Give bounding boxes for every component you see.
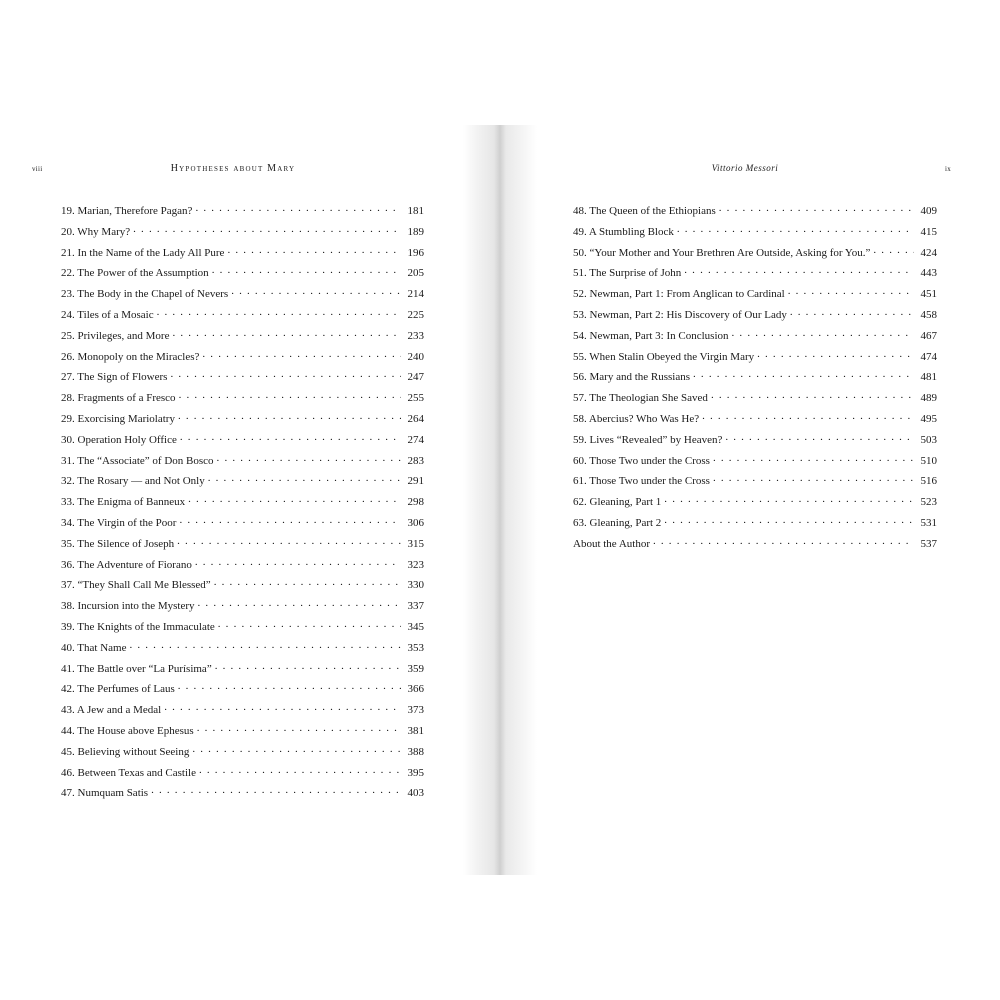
dot-leader [719, 203, 914, 214]
toc-entry-title: 46. Between Texas and Castile [61, 766, 196, 779]
toc-entry-page-number: 255 [407, 392, 424, 405]
toc-entry-title: 52. Newman, Part 1: From Anglican to Cardinal [573, 288, 785, 301]
toc-entry [61, 203, 424, 224]
book-gutter [463, 125, 537, 875]
dot-leader [713, 453, 914, 464]
dot-leader [757, 349, 914, 360]
toc-entry [61, 411, 424, 432]
toc-entry [573, 203, 937, 224]
toc-entry [573, 286, 937, 307]
toc-entry-page-number: 467 [920, 329, 937, 342]
toc-entry-page-number: 537 [920, 537, 937, 550]
right-page-header [573, 160, 951, 180]
toc-entry-title: 40. That Name [61, 641, 127, 654]
toc-entry [61, 390, 424, 411]
toc-entry [61, 515, 424, 536]
toc-entry-page-number: 474 [920, 350, 937, 363]
toc-entry-title: 58. Abercius? Who Was He? [573, 412, 700, 425]
toc-entry [61, 224, 424, 245]
dot-leader [725, 432, 914, 443]
toc-entry-title: 62. Gleaning, Part 1 [573, 496, 662, 509]
toc-entry-title: 26. Monopoly on the Miracles? [61, 350, 200, 363]
dot-leader [214, 577, 401, 588]
toc-entry-page-number: 424 [920, 246, 937, 259]
toc-entry-page-number: 264 [407, 412, 424, 425]
toc-entry-page-number: 443 [920, 267, 937, 280]
toc-entry-page-number: 366 [407, 683, 424, 696]
dot-leader [164, 702, 401, 713]
dot-leader [693, 369, 914, 380]
page-number: ix [944, 165, 951, 173]
toc-entry-page-number: 388 [407, 745, 424, 758]
toc-entry-page-number: 353 [407, 641, 424, 654]
toc-entry-page-number: 189 [407, 225, 424, 238]
toc-entry [573, 245, 937, 266]
toc-entry-title: 27. The Sign of Flowers [61, 371, 168, 384]
dot-leader [653, 536, 914, 547]
toc-entry-page-number: 205 [407, 267, 424, 280]
toc-entry-title: 25. Privileges, and More [61, 329, 170, 342]
toc-entry-title: 43. A Jew and a Medal [61, 704, 162, 717]
dot-leader [172, 328, 401, 339]
toc-entry-page-number: 306 [407, 516, 424, 529]
toc-entry-page-number: 531 [920, 516, 937, 529]
toc-entry-page-number: 247 [407, 371, 424, 384]
dot-leader [178, 411, 401, 422]
toc-entry [61, 661, 424, 682]
toc-entry [573, 494, 937, 515]
toc-entry-page-number: 481 [920, 371, 937, 384]
toc-entry-title: 42. The Perfumes of Laus [61, 683, 175, 696]
dot-leader [227, 245, 401, 256]
toc-entry-page-number: 214 [407, 288, 424, 301]
toc-entry-title: 55. When Stalin Obeyed the Virgin Mary [573, 350, 755, 363]
toc-entry-title: 20. Why Mary? [61, 225, 131, 238]
toc-entry-title: 36. The Adventure of Fiorano [61, 558, 192, 571]
toc-entry-page-number: 359 [407, 662, 424, 675]
toc-entry-page-number: 323 [407, 558, 424, 571]
dot-leader [788, 286, 914, 297]
toc-entry-page-number: 291 [407, 475, 424, 488]
dot-leader [177, 536, 401, 547]
toc-entry-title: 50. “Your Mother and Your Brethren Are Outside, Asking for You.” [573, 246, 871, 259]
toc-entry-page-number: 225 [407, 308, 424, 321]
toc-entry-title: 51. The Surprise of John [573, 267, 682, 280]
toc-entry-page-number: 458 [920, 308, 937, 321]
toc-entry-page-number: 337 [407, 600, 424, 613]
dot-leader [199, 765, 401, 776]
dot-leader [188, 494, 401, 505]
left-page-header [32, 160, 424, 180]
toc-entry [61, 702, 424, 723]
toc-entry-title: 49. A Stumbling Block [573, 225, 674, 238]
dot-leader [217, 453, 401, 464]
dot-leader [231, 286, 401, 297]
toc-entry-page-number: 489 [920, 392, 937, 405]
dot-leader [218, 619, 401, 630]
right-page [573, 160, 951, 550]
toc-entry [61, 328, 424, 349]
dot-leader [195, 203, 401, 214]
toc-entry-title: 22. The Power of the Assumption [61, 267, 209, 280]
toc-entry-page-number: 403 [407, 787, 424, 800]
dot-leader [179, 515, 401, 526]
toc-entry-title: 28. Fragments of a Fresco [61, 392, 176, 405]
toc-entry [61, 245, 424, 266]
dot-leader [151, 785, 401, 796]
toc-entry [61, 619, 424, 640]
toc-entry [61, 723, 424, 744]
toc-entry [61, 453, 424, 474]
dot-leader [702, 411, 914, 422]
running-title: Vittorio Messori [711, 163, 779, 173]
toc-entry-title: 53. Newman, Part 2: His Discovery of Our Lady [573, 308, 787, 321]
left-page [32, 160, 424, 800]
toc-entry [61, 473, 424, 494]
toc-entry [573, 411, 937, 432]
toc-entry [573, 515, 937, 536]
toc-entry-page-number: 415 [920, 225, 937, 238]
toc-entry [61, 432, 424, 453]
dot-leader [195, 557, 401, 568]
dot-leader [677, 224, 914, 235]
toc-entry-title: 54. Newman, Part 3: In Conclusion [573, 329, 729, 342]
dot-leader [215, 661, 401, 672]
dot-leader [192, 744, 401, 755]
toc-entry-title: 57. The Theologian She Saved [573, 392, 708, 405]
toc-entry [61, 349, 424, 370]
toc-entry [61, 557, 424, 578]
toc-entry-title: 45. Believing without Seeing [61, 745, 190, 758]
toc-entry [61, 598, 424, 619]
dot-leader [197, 723, 401, 734]
dot-leader [170, 369, 401, 380]
toc-entry-title: 60. Those Two under the Cross [573, 454, 710, 467]
toc-entry-title: 19. Marian, Therefore Pagan? [61, 205, 193, 217]
dot-leader [664, 494, 914, 505]
toc-entry [573, 224, 937, 245]
toc-entry-page-number: 516 [920, 475, 937, 488]
toc-entry [573, 390, 937, 411]
dot-leader [684, 265, 914, 276]
toc-entry-title: 48. The Queen of the Ethiopians [573, 205, 716, 217]
dot-leader [157, 307, 401, 318]
toc-entry-page-number: 503 [920, 433, 937, 446]
dot-leader [212, 265, 401, 276]
toc-entry [61, 785, 424, 806]
dot-leader [208, 473, 401, 484]
toc-entry [61, 744, 424, 765]
toc-entry-title: 32. The Rosary — and Not Only [61, 475, 205, 488]
toc-entry-title: 44. The House above Ephesus [61, 724, 194, 737]
toc-entry-title: 59. Lives “Revealed” by Heaven? [573, 433, 723, 446]
page-number: viii [32, 165, 43, 173]
dot-leader [133, 224, 401, 235]
toc-entry-title: 41. The Battle over “La Purísima” [61, 662, 212, 675]
dot-leader [202, 349, 401, 360]
toc-entry-page-number: 373 [407, 704, 424, 717]
toc-entry-page-number: 330 [407, 579, 424, 592]
toc-entry-page-number: 451 [920, 288, 937, 301]
dot-leader [180, 432, 401, 443]
toc-entry [573, 328, 937, 349]
dot-leader [129, 640, 401, 651]
toc-entry-title: 61. Those Two under the Cross [573, 475, 710, 488]
toc-entry-title: 30. Operation Holy Office [61, 433, 177, 446]
toc-entry-title: 39. The Knights of the Immaculate [61, 620, 215, 633]
toc-entry-title: 33. The Enigma of Banneux [61, 496, 186, 509]
toc-entry-page-number: 298 [407, 496, 424, 509]
toc-entry-title: 47. Numquam Satis [61, 787, 149, 800]
toc-entry-page-number: 181 [407, 205, 424, 217]
toc-entry [573, 432, 937, 453]
table-of-contents-right [573, 203, 937, 557]
running-title: Hypotheses about Mary [170, 163, 296, 174]
dot-leader [732, 328, 914, 339]
toc-entry [61, 307, 424, 328]
toc-entry [61, 765, 424, 786]
toc-entry-title: 63. Gleaning, Part 2 [573, 516, 662, 529]
toc-entry-title: 35. The Silence of Joseph [61, 537, 175, 550]
toc-entry-page-number: 233 [407, 329, 424, 342]
toc-entry [573, 453, 937, 474]
dot-leader [198, 598, 401, 609]
toc-entry-page-number: 409 [920, 205, 937, 217]
toc-entry [61, 640, 424, 661]
toc-entry [61, 369, 424, 390]
toc-entry-page-number: 523 [920, 496, 937, 509]
toc-entry [573, 307, 937, 328]
dot-leader [713, 473, 914, 484]
toc-entry [573, 536, 937, 557]
dot-leader [711, 390, 914, 401]
toc-entry-page-number: 395 [407, 766, 424, 779]
toc-entry-title: About the Author [573, 537, 650, 550]
toc-entry [61, 536, 424, 557]
toc-entry-title: 56. Mary and the Russians [573, 371, 691, 384]
toc-entry-page-number: 240 [407, 350, 424, 363]
toc-entry-page-number: 274 [407, 433, 424, 446]
dot-leader [179, 390, 401, 401]
toc-entry-title: 24. Tiles of a Mosaic [61, 308, 154, 321]
toc-entry-page-number: 510 [920, 454, 937, 467]
dot-leader [178, 681, 401, 692]
toc-entry-title: 23. The Body in the Chapel of Nevers [61, 288, 229, 301]
toc-entry [61, 494, 424, 515]
toc-entry-page-number: 196 [407, 246, 424, 259]
toc-entry-page-number: 315 [407, 537, 424, 550]
toc-entry [61, 681, 424, 702]
toc-entry [61, 265, 424, 286]
dot-leader [664, 515, 914, 526]
toc-entry [573, 369, 937, 390]
dot-leader [873, 245, 914, 256]
toc-entry-title: 38. Incursion into the Mystery [61, 600, 195, 613]
toc-entry-page-number: 495 [920, 412, 937, 425]
toc-entry-title: 34. The Virgin of the Poor [61, 516, 177, 529]
toc-entry [61, 286, 424, 307]
toc-entry-title: 21. In the Name of the Lady All Pure [61, 246, 225, 259]
toc-entry-page-number: 345 [407, 620, 424, 633]
dot-leader [790, 307, 914, 318]
toc-entry [573, 473, 937, 494]
toc-entry-page-number: 381 [407, 724, 424, 737]
toc-entry-title: 37. “They Shall Call Me Blessed” [61, 579, 211, 592]
toc-entry-title: 29. Exorcising Mariolatry [61, 412, 175, 425]
toc-entry [573, 265, 937, 286]
toc-entry [61, 577, 424, 598]
toc-entry-title: 31. The “Associate” of Don Bosco [61, 454, 214, 467]
toc-entry-page-number: 283 [407, 454, 424, 467]
table-of-contents-left [52, 203, 424, 806]
toc-entry [573, 349, 937, 370]
